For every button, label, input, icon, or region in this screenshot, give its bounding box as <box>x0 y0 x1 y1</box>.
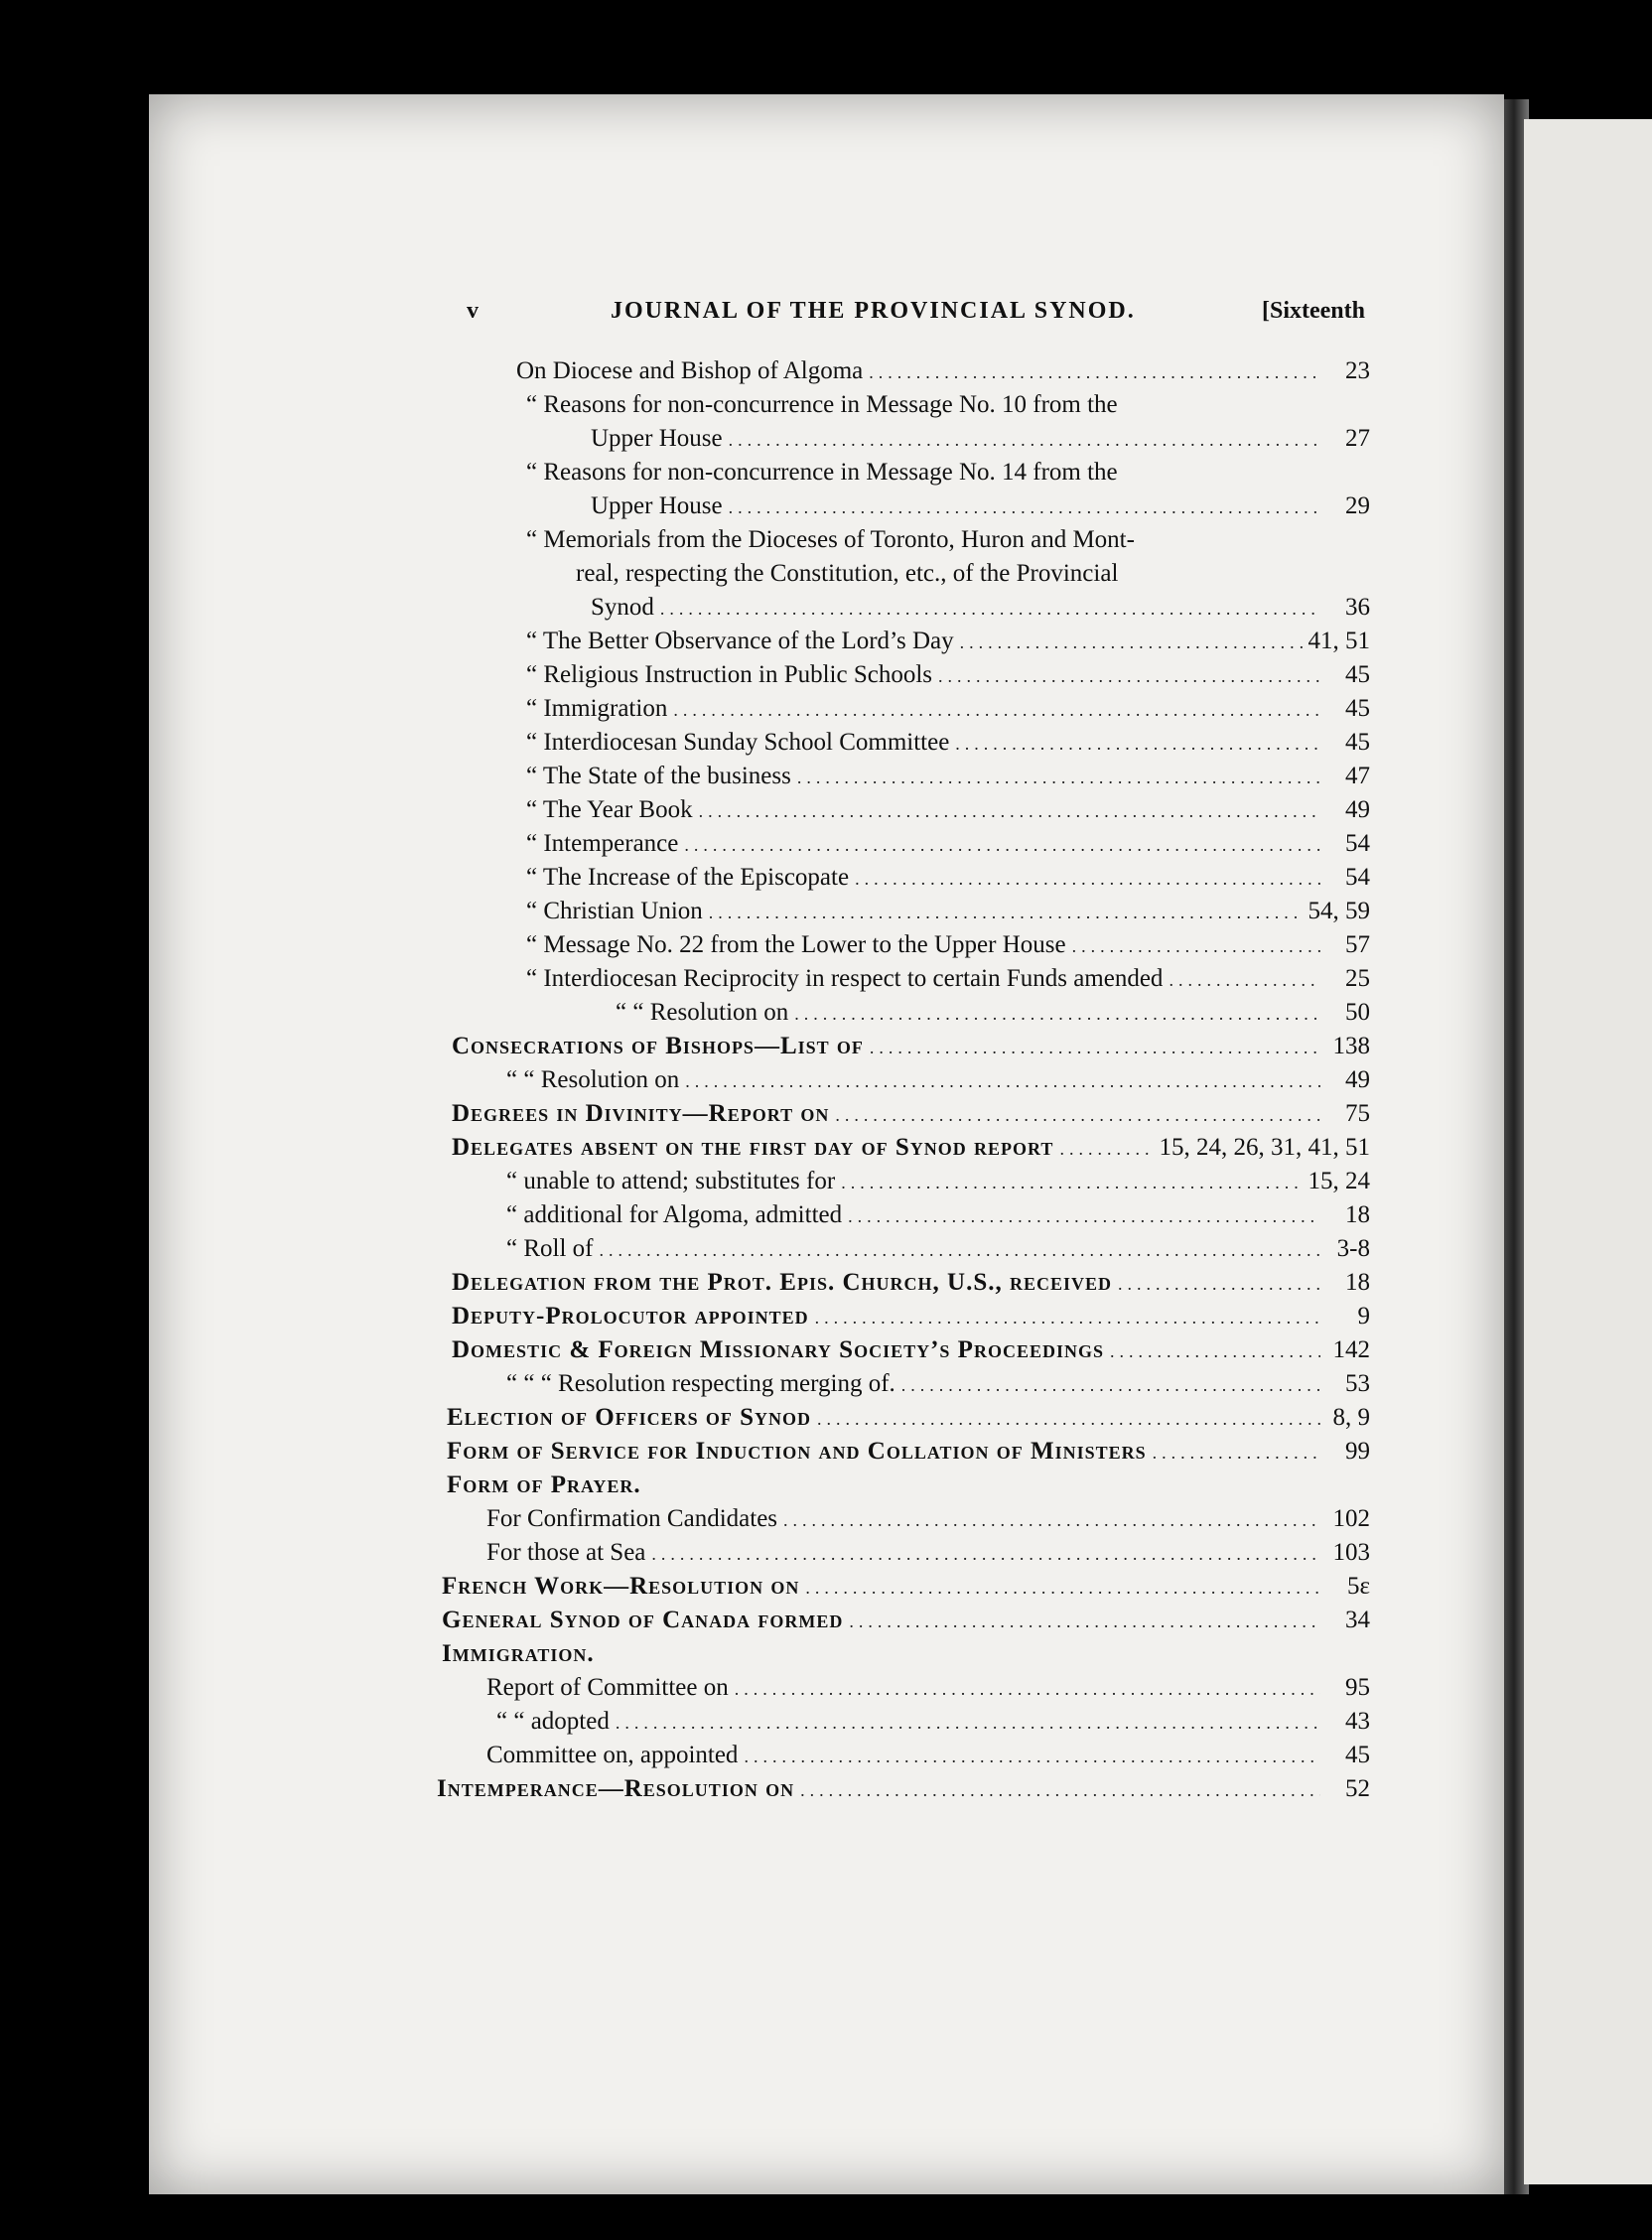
index-entry <box>437 1201 1370 1235</box>
dot-leader <box>684 835 1320 856</box>
index-entry-page: 75 <box>1345 1100 1370 1127</box>
index-entry-text: On Diocese and Bishop of Algoma <box>516 357 864 384</box>
index-entry-page: 49 <box>1345 1066 1370 1093</box>
index-entry <box>437 628 1370 661</box>
index-entry-page: 43 <box>1345 1708 1370 1735</box>
index-entry-page: 102 <box>1332 1505 1370 1532</box>
index-entry-page: 103 <box>1332 1539 1370 1566</box>
dot-leader <box>651 1544 1320 1565</box>
page-header <box>467 298 1365 338</box>
running-title: JOURNAL OF THE PROVINCIAL SYNOD. <box>611 298 1136 324</box>
index-entry <box>437 391 1370 425</box>
index-entry <box>437 1607 1370 1640</box>
index-entry <box>437 1674 1370 1708</box>
index-entry-text: Delegates absent on the first day of Synod report <box>452 1134 1054 1161</box>
index-entry-page: 54 <box>1345 864 1370 891</box>
index-entry <box>437 1336 1370 1370</box>
index-entry-text: Domestic & Foreign Missionary Society’s Proceedings <box>452 1336 1104 1363</box>
index-entry-page: 8, 9 <box>1332 1404 1370 1431</box>
dot-leader <box>685 1071 1320 1092</box>
dot-leader <box>729 497 1320 518</box>
index-entry <box>437 1539 1370 1573</box>
index-entry-page: 54 <box>1345 830 1370 857</box>
index-entry <box>437 1134 1370 1168</box>
index-entry-page: 53 <box>1345 1370 1370 1397</box>
index-entry-text: “ Reasons for non-concurrence in Message No. 14 from the <box>526 459 1118 486</box>
index-entry <box>437 1269 1370 1303</box>
dot-leader <box>815 1308 1320 1329</box>
index-entry <box>437 695 1370 729</box>
index-entry-text: “ additional for Algoma, admitted <box>506 1201 843 1228</box>
index-entry <box>437 1471 1370 1505</box>
index-entry-text: “ “ Resolution on <box>506 1066 680 1093</box>
index-entry-text: “ Christian Union <box>526 898 703 924</box>
index-entry <box>437 1303 1370 1336</box>
index-entry <box>437 830 1370 864</box>
dot-leader <box>600 1240 1321 1261</box>
index-entry-text: Form of Service for Induction and Collation of Ministers <box>447 1438 1147 1465</box>
index-entry-text: Immigration. <box>442 1640 595 1667</box>
dot-leader <box>744 1747 1320 1767</box>
dot-leader <box>1153 1443 1320 1464</box>
index-entry <box>437 999 1370 1033</box>
folio-number: v <box>467 298 479 324</box>
index-entry-text: Upper House <box>591 492 723 519</box>
index-entry <box>437 661 1370 695</box>
dot-leader <box>855 869 1320 890</box>
index-entry-text: “ “ Resolution on <box>616 999 789 1026</box>
dot-leader <box>1059 1139 1153 1160</box>
dot-leader <box>841 1173 1302 1193</box>
index-entry-text: “ Interdiocesan Reciprocity in respect to certain Funds amended <box>526 965 1164 992</box>
index-entry-text: Deputy-Prolocutor appointed <box>452 1303 809 1330</box>
index-entry-page: 3-8 <box>1336 1235 1370 1262</box>
index-entry <box>437 965 1370 999</box>
dot-leader <box>848 1206 1320 1227</box>
index-entry-page: 52 <box>1345 1775 1370 1802</box>
index-entry <box>437 1100 1370 1134</box>
index-entry-text: “ Immigration <box>526 695 668 722</box>
index-entry-text: Degrees in Divinity—Report on <box>452 1100 830 1127</box>
index-entry-page: 54, 59 <box>1308 898 1370 924</box>
dot-leader <box>870 1038 1320 1058</box>
dot-leader <box>660 599 1320 620</box>
dot-leader <box>960 632 1303 653</box>
index-entry <box>437 1438 1370 1471</box>
index-entry <box>437 1235 1370 1269</box>
index-entry-text: “ unable to attend; substitutes for <box>506 1168 836 1194</box>
index-entry-page: 45 <box>1345 695 1370 722</box>
index-entry <box>437 1640 1370 1674</box>
index-entry-text: “ Memorials from the Dioceses of Toronto, Huron and Mont- <box>526 526 1135 553</box>
dot-leader <box>938 666 1320 687</box>
index-entry <box>437 526 1370 560</box>
index-entry <box>437 594 1370 628</box>
dot-leader <box>805 1578 1320 1599</box>
index-entry <box>437 864 1370 898</box>
index-entry-text: Upper House <box>591 425 723 452</box>
dot-leader <box>1072 936 1320 957</box>
dot-leader <box>955 734 1320 755</box>
dot-leader <box>817 1409 1320 1430</box>
index-entry-page: 25 <box>1345 965 1370 992</box>
index-entry-page: 5ε <box>1347 1573 1370 1600</box>
index-entry-page: 9 <box>1357 1303 1370 1330</box>
index-entry-text: Consecrations of Bishops—List of <box>452 1033 864 1059</box>
index-entry <box>437 560 1370 594</box>
index-entry-page: 23 <box>1345 357 1370 384</box>
index-entry-page: 49 <box>1345 796 1370 823</box>
dot-leader <box>1169 970 1320 991</box>
index-entry-page: 45 <box>1345 1742 1370 1768</box>
index-entry-text: “ Religious Instruction in Public Schools <box>526 661 933 688</box>
index-entry-text: For Confirmation Candidates <box>486 1505 778 1532</box>
dot-leader <box>794 1004 1320 1025</box>
index-entry <box>437 492 1370 526</box>
dot-leader <box>835 1105 1320 1126</box>
index-entry-text: Synod <box>591 594 654 621</box>
index-entry-text: General Synod of Canada formed <box>442 1607 844 1633</box>
facing-page-edge <box>1524 119 1652 2184</box>
index-entry-text: “ The Year Book <box>526 796 693 823</box>
edition-label: [Sixteenth <box>1262 298 1365 324</box>
index-entry-page: 34 <box>1345 1607 1370 1633</box>
index-entry <box>437 1505 1370 1539</box>
index-entry-page: 95 <box>1345 1674 1370 1701</box>
index-entry-page: 18 <box>1345 1201 1370 1228</box>
index-entry <box>437 1370 1370 1404</box>
index-entry-page: 18 <box>1345 1269 1370 1296</box>
index-entry-text: “ The Increase of the Episcopate <box>526 864 850 891</box>
index-entry <box>437 459 1370 492</box>
index-entry <box>437 1775 1370 1809</box>
index-entry-text: “ The Better Observance of the Lord’s Day <box>526 628 954 654</box>
dot-leader <box>800 1780 1320 1801</box>
index-entry <box>437 1573 1370 1607</box>
index-entry-text: Form of Prayer. <box>447 1471 641 1498</box>
index-entry-text: French Work—Resolution on <box>442 1573 800 1600</box>
index-entry-page: 99 <box>1345 1438 1370 1465</box>
index-entry-text: “ “ “ Resolution respecting merging of. <box>506 1370 895 1397</box>
dot-leader <box>849 1611 1320 1632</box>
index-entry-text: “ Interdiocesan Sunday School Committee <box>526 729 950 756</box>
dot-leader <box>673 700 1320 721</box>
index-entry-text: “ Roll of <box>506 1235 594 1262</box>
index-entry-page: 41, 51 <box>1308 628 1370 654</box>
index-entry-text: “ “ adopted <box>496 1708 610 1735</box>
index-entry <box>437 357 1370 391</box>
index-entry-text: “ Message No. 22 from the Lower to the Upper House <box>526 931 1066 958</box>
index-entry-text: Delegation from the Prot. Epis. Church, U.S., received <box>452 1269 1112 1296</box>
index-entry <box>437 425 1370 459</box>
index-entry-text: “ The State of the business <box>526 763 791 789</box>
index-entry-page: 50 <box>1345 999 1370 1026</box>
dot-leader <box>901 1375 1320 1396</box>
index-entry <box>437 796 1370 830</box>
dot-leader <box>709 903 1303 923</box>
dot-leader <box>783 1510 1320 1531</box>
index-entry <box>437 1708 1370 1742</box>
dot-leader <box>1118 1274 1320 1295</box>
dot-leader <box>616 1713 1320 1734</box>
dot-leader <box>729 430 1320 451</box>
index-entry <box>437 763 1370 796</box>
index-entry-text: Committee on, appointed <box>486 1742 739 1768</box>
index-entry-page: 15, 24 <box>1308 1168 1370 1194</box>
index-entry <box>437 1033 1370 1066</box>
index-entry-page: 138 <box>1332 1033 1370 1059</box>
index-entry-text: “ Intemperance <box>526 830 679 857</box>
dot-leader <box>699 801 1320 822</box>
index-entry-page: 57 <box>1345 931 1370 958</box>
index-entry-text: Report of Committee on <box>486 1674 729 1701</box>
index-entry <box>437 1066 1370 1100</box>
index-entry-text: Election of Officers of Synod <box>447 1404 812 1431</box>
index-entry-page: 36 <box>1345 594 1370 621</box>
dot-leader <box>735 1679 1320 1700</box>
index-entry-text: real, respecting the Constitution, etc., of the Provincial <box>576 560 1119 587</box>
index-entry-page: 27 <box>1345 425 1370 452</box>
index-list <box>437 357 1370 1809</box>
index-entry-text: “ Reasons for non-concurrence in Message No. 10 from the <box>526 391 1118 418</box>
dot-leader <box>797 768 1320 788</box>
index-entry-page: 45 <box>1345 729 1370 756</box>
index-entry <box>437 1742 1370 1775</box>
index-entry-page: 45 <box>1345 661 1370 688</box>
index-entry <box>437 1168 1370 1201</box>
index-entry-text: For those at Sea <box>486 1539 646 1566</box>
index-entry-text: Intemperance—Resolution on <box>437 1775 795 1802</box>
index-entry <box>437 729 1370 763</box>
index-entry-page: 142 <box>1332 1336 1370 1363</box>
index-entry <box>437 931 1370 965</box>
index-entry-page: 15, 24, 26, 31, 41, 51 <box>1159 1134 1370 1161</box>
index-entry-page: 47 <box>1345 763 1370 789</box>
index-entry-page: 29 <box>1345 492 1370 519</box>
dot-leader <box>1110 1341 1320 1362</box>
dot-leader <box>869 362 1320 383</box>
index-entry <box>437 1404 1370 1438</box>
index-entry <box>437 898 1370 931</box>
